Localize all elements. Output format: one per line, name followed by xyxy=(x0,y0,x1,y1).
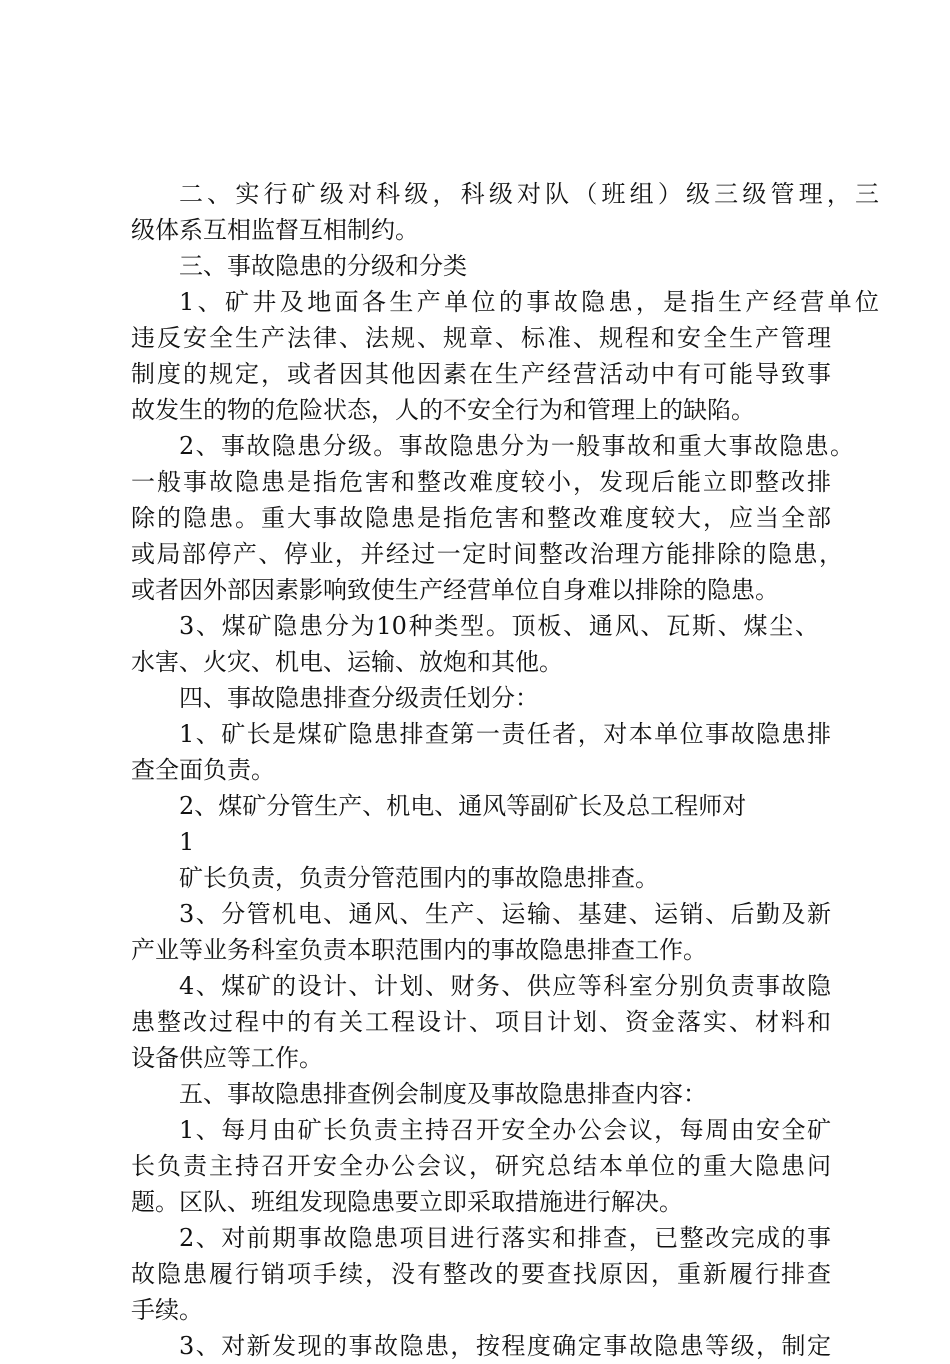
text-line: 或者因外部因素影响致使生产经营单位自身难以排除的隐患。 xyxy=(131,576,779,604)
text-line: 制度的规定，或者因其他因素在生产经营活动中有可能导致事 xyxy=(131,360,831,388)
text-line: 故隐患履行销项手续，没有整改的要查找原因，重新履行排查 xyxy=(131,1260,831,1288)
page-number: 1 xyxy=(179,828,195,856)
text-line: 水害、火灾、机电、运输、放炮和其他。 xyxy=(131,648,563,676)
text-line: 除的隐患。重大事故隐患是指危害和整改难度较大，应当全部 xyxy=(131,504,831,532)
section-heading: 三、事故隐患的分级和分类 xyxy=(179,252,467,280)
text-line: 题。区队、班组发现隐患要立即采取措施进行解决。 xyxy=(131,1188,683,1216)
text-line: 3、分管机电、通风、生产、运输、基建、运销、后勤及新 xyxy=(179,900,831,928)
text-line: 2、对前期事故隐患项目进行落实和排查，已整改完成的事 xyxy=(179,1224,831,1252)
text-line: 或局部停产、停业，并经过一定时间整改治理方能排除的隐患， xyxy=(131,540,843,568)
text-line: 1、矿长是煤矿隐患排查第一责任者，对本单位事故隐患排 xyxy=(179,720,831,748)
text-line: 3、对新发现的事故隐患，按程度确定事故隐患等级，制定 xyxy=(179,1332,831,1360)
text-line: 3、煤矿隐患分为10种类型。顶板、通风、瓦斯、煤尘、 xyxy=(179,612,819,640)
section-heading: 五、事故隐患排查例会制度及事故隐患排查内容： xyxy=(179,1080,707,1108)
text-line: 手续。 xyxy=(131,1296,203,1324)
text-line: 矿长负责，负责分管范围内的事故隐患排查。 xyxy=(179,864,659,892)
text-line: 查全面负责。 xyxy=(131,756,275,784)
text-line: 设备供应等工作。 xyxy=(131,1044,323,1072)
text-line: 二、实行矿级对科级，科级对队（班组）级三级管理，三 xyxy=(179,180,879,208)
text-line: 1、每月由矿长负责主持召开安全办公会议，每周由安全矿 xyxy=(179,1116,831,1144)
section-heading: 四、事故隐患排查分级责任划分： xyxy=(179,684,539,712)
text-line: 2、事故隐患分级。事故隐患分为一般事故和重大事故隐患。 xyxy=(179,432,854,460)
text-line: 级体系互相监督互相制约。 xyxy=(131,216,419,244)
text-line: 患整改过程中的有关工程设计、项目计划、资金落实、材料和 xyxy=(131,1008,831,1036)
text-line: 产业等业务科室负责本职范围内的事故隐患排查工作。 xyxy=(131,936,707,964)
text-line: 长负责主持召开安全办公会议，研究总结本单位的重大隐患问 xyxy=(131,1152,831,1180)
text-line: 4、煤矿的设计、计划、财务、供应等科室分别负责事故隐 xyxy=(179,972,831,1000)
text-line: 故发生的物的危险状态，人的不安全行为和管理上的缺陷。 xyxy=(131,396,755,424)
text-line: 一般事故隐患是指危害和整改难度较小，发现后能立即整改排 xyxy=(131,468,831,496)
text-line: 2、煤矿分管生产、机电、通风等副矿长及总工程师对 xyxy=(179,792,747,820)
text-line: 1、矿井及地面各生产单位的事故隐患，是指生产经营单位 xyxy=(179,288,879,316)
text-line: 违反安全生产法律、法规、规章、标准、规程和安全生产管理 xyxy=(131,324,831,352)
